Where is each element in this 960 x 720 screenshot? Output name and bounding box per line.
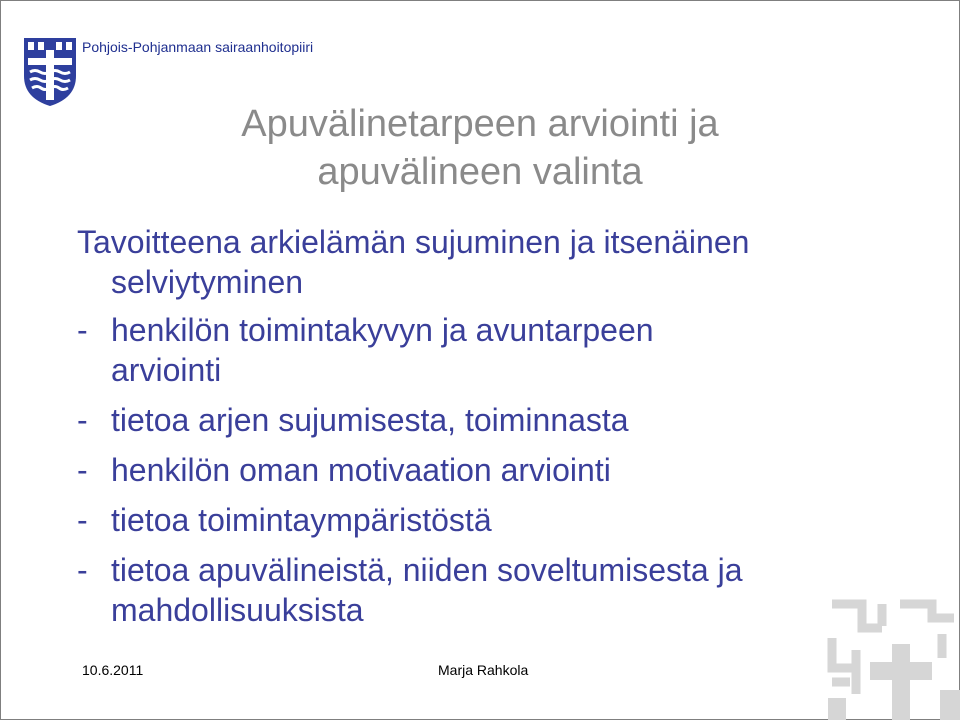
bullet-text	[111, 550, 742, 630]
dash-marker: -	[77, 402, 88, 438]
bullet-text	[111, 500, 492, 540]
bullet-line: arviointi	[111, 352, 222, 388]
bullet-line: mahdollisuuksista	[111, 592, 364, 628]
bullet-item	[77, 550, 877, 630]
bullet-line: henkilön oman motivaation arviointi	[111, 452, 611, 488]
organization-name: Pohjois-Pohjanmaan sairaanhoitopiiri	[82, 39, 314, 55]
bullet-line: henkilön toimintakyvyn ja avuntarpeen	[111, 312, 654, 348]
footer-date: 10.6.2011	[82, 662, 144, 678]
bullet-text	[111, 400, 629, 440]
bullet-item	[77, 450, 877, 490]
dash-marker: -	[77, 452, 88, 488]
bullet-line: tietoa toimintaympäristöstä	[111, 502, 492, 538]
slide-title-line: Apuvälinetarpeen arviointi ja	[241, 103, 719, 145]
slide-title-line: apuvälineen valinta	[317, 151, 643, 193]
dash-marker: -	[77, 502, 88, 538]
coat-of-arms-logo	[22, 36, 78, 108]
lead-line: Tavoitteena arkielämän sujuminen ja itsenäinen	[77, 224, 750, 260]
footer-author: Marja Rahkola	[438, 662, 529, 678]
slide-title	[130, 100, 830, 196]
bullet-line: tietoa apuvälineistä, niiden soveltumisesta ja	[111, 552, 743, 588]
bullet-item	[77, 310, 877, 390]
dash-marker: -	[77, 312, 88, 348]
bullet-item	[77, 400, 877, 440]
slide-body	[77, 222, 877, 630]
lead-line: selviytyminen	[111, 264, 304, 300]
cross-pattern-watermark	[822, 598, 960, 720]
bullet-line: tietoa arjen sujumisesta, toiminnasta	[111, 402, 629, 438]
lead-paragraph	[77, 222, 877, 302]
bullet-text	[111, 310, 654, 390]
bullet-text	[111, 450, 611, 490]
dash-marker: -	[77, 552, 88, 588]
bullet-item	[77, 500, 877, 540]
